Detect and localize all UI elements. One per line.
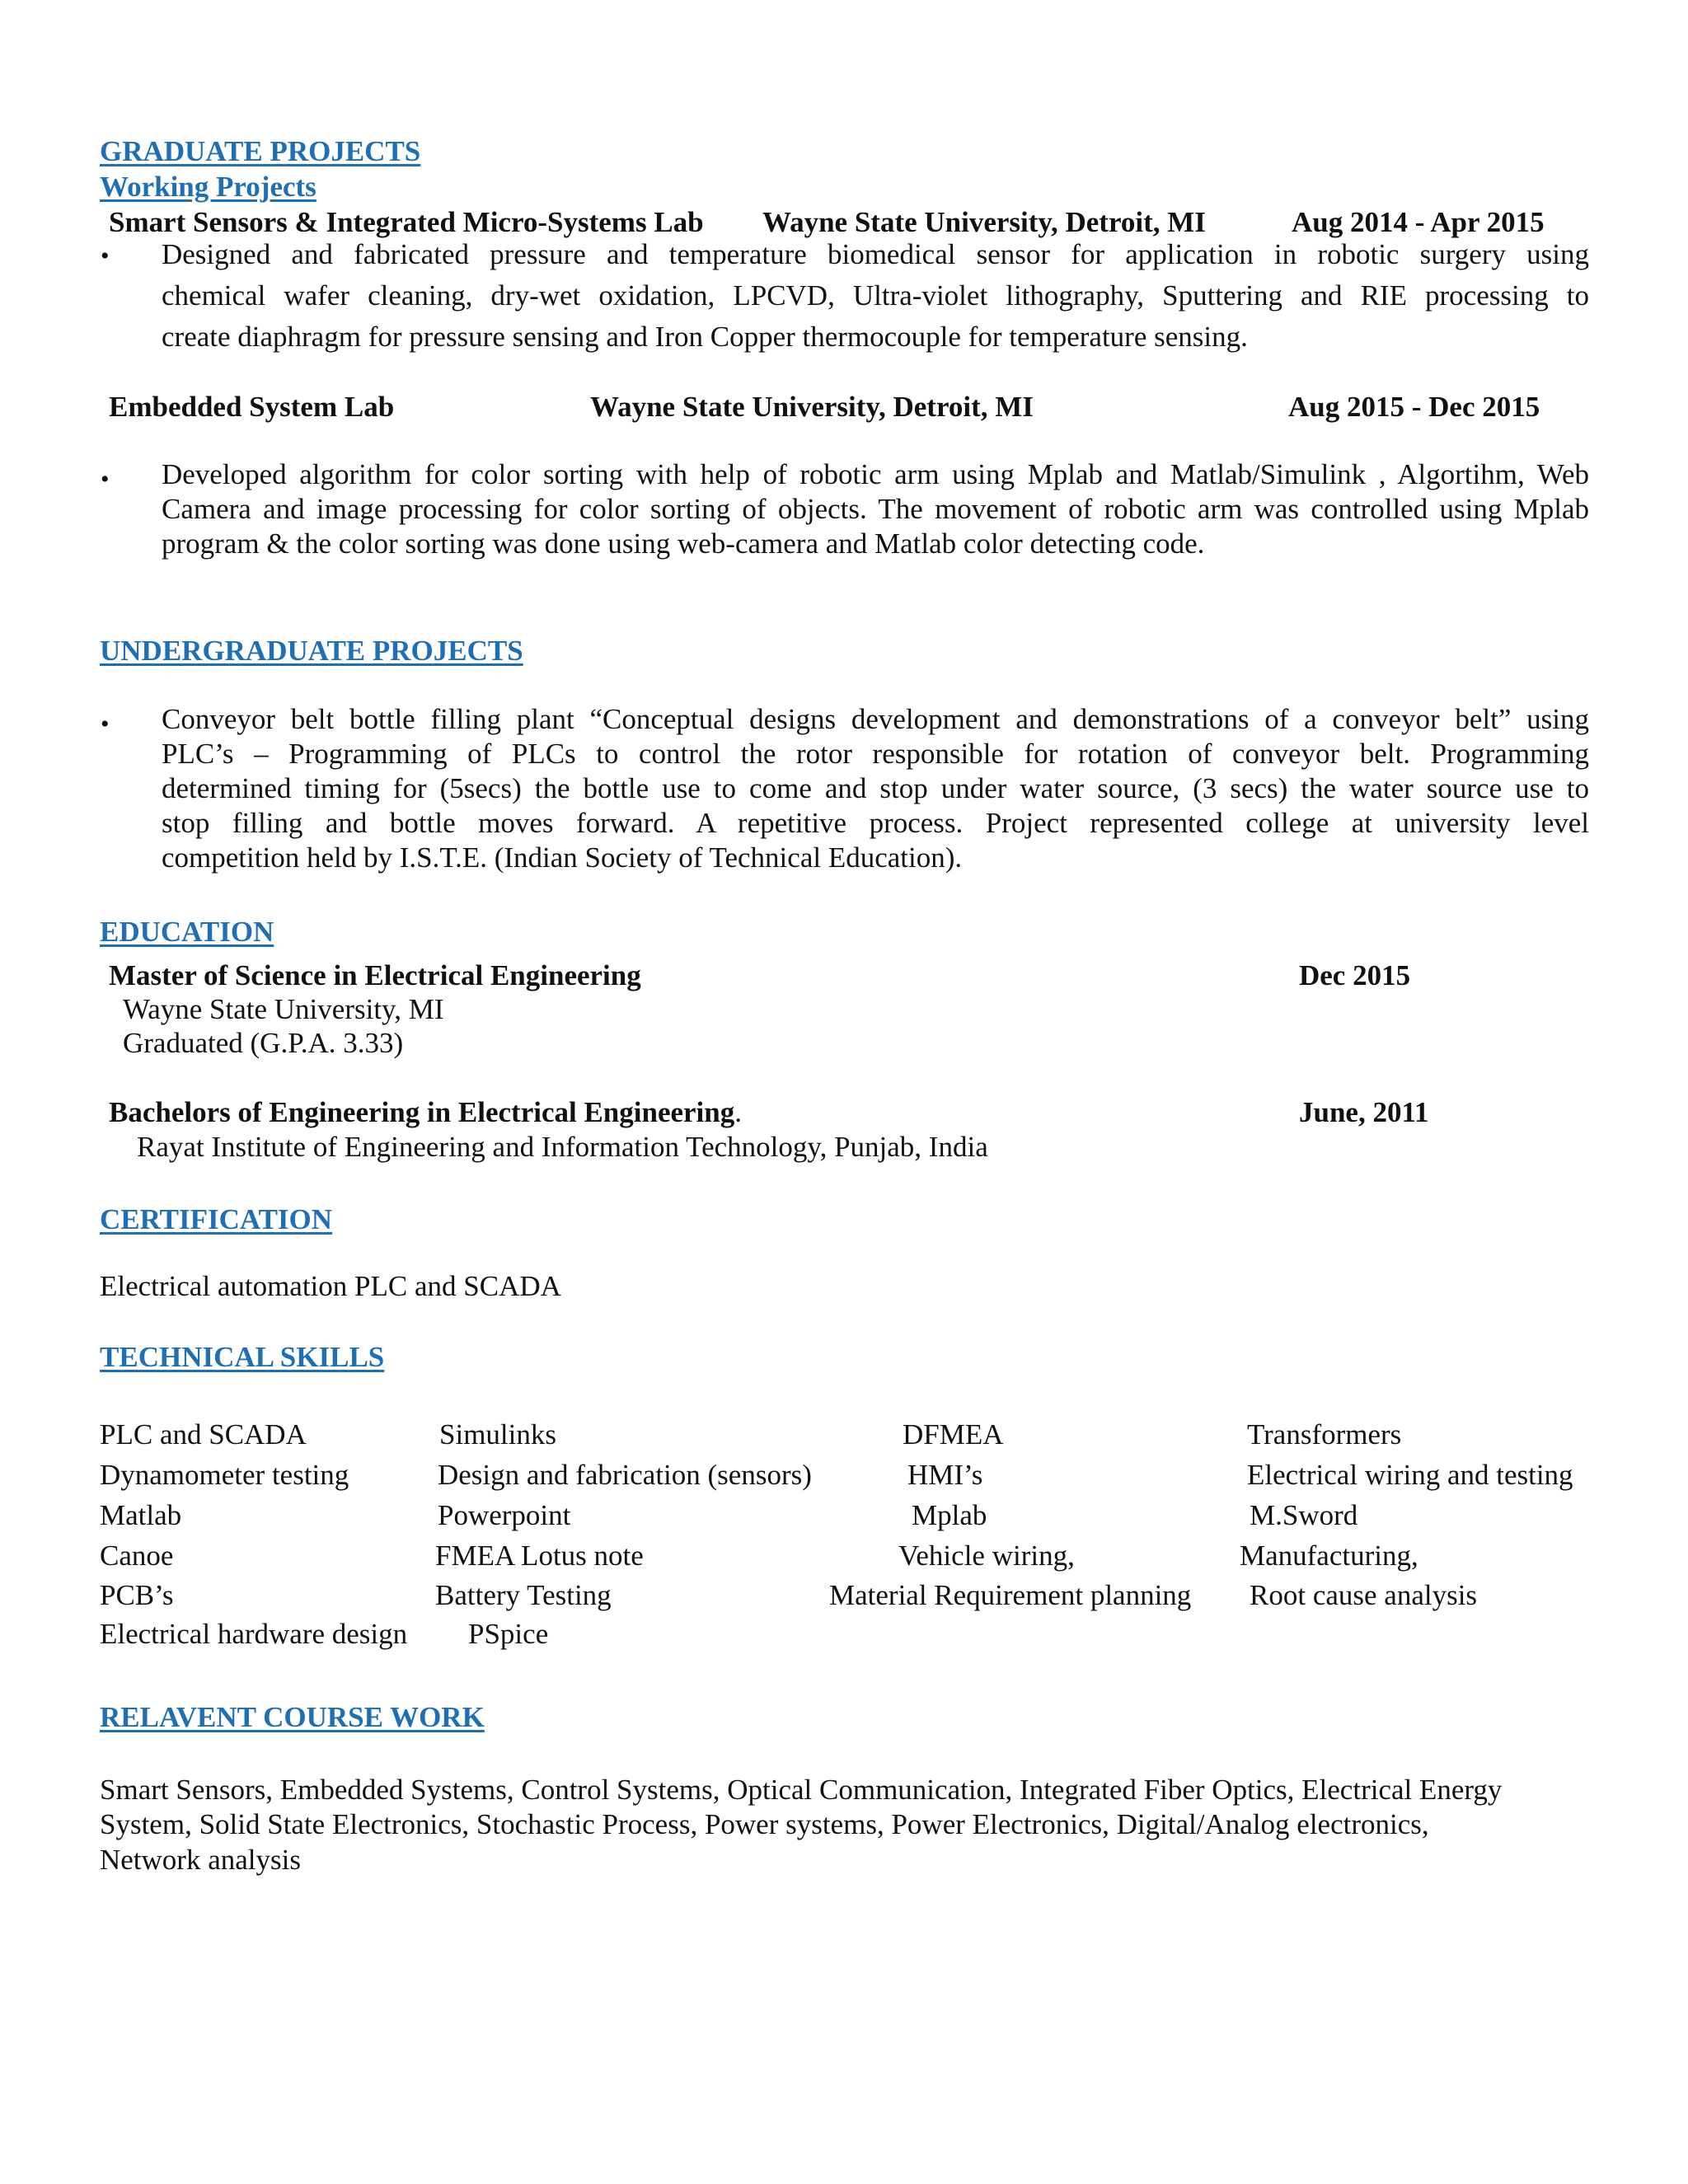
bachelors-degree: Bachelors of Engineering in Electrical Engineering <box>109 1096 735 1128</box>
masters-school: Wayne State University, MI <box>123 993 444 1025</box>
bullet-icon: • <box>101 710 110 738</box>
skill-item: Electrical hardware design <box>100 1618 408 1650</box>
skill-item: PSpice <box>468 1618 549 1650</box>
bullet-icon: • <box>101 242 110 269</box>
skill-item: Root cause analysis <box>1250 1579 1478 1611</box>
skill-item: Material Requirement planning <box>829 1579 1192 1611</box>
project1-lab: Smart Sensors & Integrated Micro-Systems Lab <box>109 206 704 238</box>
skill-item: HMI’s <box>907 1459 983 1491</box>
bullet-icon: • <box>101 466 110 493</box>
project1-line: create diaphragm for pressure sensing and Iron Copper thermocouple for temperature sensing. <box>162 321 1248 353</box>
project1-description <box>162 237 1589 354</box>
masters-degree: Master of Science in Electrical Engineering <box>109 959 641 991</box>
skill-item: Simulinks <box>439 1418 556 1451</box>
undergrad-line: stop filling and bottle moves forward. A repetitive process. Project represented college at university level <box>162 807 1589 839</box>
undergrad-line: competition held by I.S.T.E. (Indian Society of Technical Education). <box>162 841 963 874</box>
skill-item: PCB’s <box>100 1579 174 1611</box>
skill-item: Battery Testing <box>435 1579 612 1611</box>
skill-item: Manufacturing, <box>1240 1540 1418 1572</box>
course-work-line: Smart Sensors, Embedded Systems, Control Systems, Optical Communication, Integrated Fiber Optics, Electrical Energy <box>100 1774 1503 1806</box>
bachelors-date: June, 2011 <box>1299 1096 1429 1128</box>
undergrad-line: determined timing for (5secs) the bottle use to come and stop under water source, (3 secs) the water source use to <box>162 772 1589 804</box>
skill-item: Design and fabrication (sensors) <box>438 1459 812 1491</box>
skill-item: DFMEA <box>903 1418 1004 1451</box>
graduate-projects-heading: GRADUATE PROJECTS <box>100 135 421 167</box>
course-work-heading: RELAVENT COURSE WORK <box>100 1701 485 1733</box>
project1-dates: Aug 2014 - Apr 2015 <box>1292 206 1545 238</box>
project2-university: Wayne State University, Detroit, MI <box>590 391 1034 423</box>
skill-item: Matlab <box>100 1499 182 1531</box>
bachelors-degree-line <box>109 1098 742 1127</box>
undergraduate-projects-heading: UNDERGRADUATE PROJECTS <box>100 635 523 667</box>
skill-item: Electrical wiring and testing <box>1247 1459 1573 1491</box>
undergraduate-project-description <box>162 702 1589 875</box>
certification-text: Electrical automation PLC and SCADA <box>100 1270 561 1302</box>
skill-item: FMEA Lotus note <box>435 1540 644 1572</box>
skill-item: Canoe <box>100 1540 174 1572</box>
skill-item: Vehicle wiring, <box>898 1540 1075 1572</box>
project1-university: Wayne State University, Detroit, MI <box>762 206 1206 238</box>
undergrad-line: Conveyor belt bottle filling plant “Conceptual designs development and demonstrations of a conveyor belt” using <box>162 703 1589 735</box>
skill-item: Mplab <box>912 1499 987 1531</box>
course-work-line: Network analysis <box>100 1844 301 1876</box>
project2-line: Camera and image processing for color sorting of objects. The movement of robotic arm was controlled using Mplab <box>162 493 1589 525</box>
masters-gpa: Graduated (G.P.A. 3.33) <box>123 1027 404 1059</box>
project2-line: program & the color sorting was done using web-camera and Matlab color detecting code. <box>162 527 1205 560</box>
project1-line: Designed and fabricated pressure and temperature biomedical sensor for application in robotic surgery using <box>162 238 1589 270</box>
masters-date: Dec 2015 <box>1299 959 1411 991</box>
bachelors-degree-suffix: . <box>734 1096 743 1128</box>
skill-item: Transformers <box>1247 1418 1402 1451</box>
skill-item: Dynamometer testing <box>100 1459 349 1491</box>
project1-line: chemical wafer cleaning, dry-wet oxidation, LPCVD, Ultra-violet lithography, Sputtering and RIE processing to <box>162 279 1589 312</box>
certification-heading: CERTIFICATION <box>100 1203 333 1235</box>
project2-line: Developed algorithm for color sorting with help of robotic arm using Mplab and Matlab/Simulink , Algortihm, Web <box>162 458 1589 490</box>
skill-item: PLC and SCADA <box>100 1418 307 1451</box>
project2-dates: Aug 2015 - Dec 2015 <box>1288 391 1540 423</box>
education-heading: EDUCATION <box>100 916 274 948</box>
project2-lab: Embedded System Lab <box>109 391 395 423</box>
skill-item: Powerpoint <box>438 1499 571 1531</box>
skill-item: M.Sword <box>1250 1499 1358 1531</box>
working-projects-subheading: Working Projects <box>100 171 316 203</box>
technical-skills-heading: TECHNICAL SKILLS <box>100 1341 385 1373</box>
project2-description <box>162 457 1589 561</box>
undergrad-line: PLC’s – Programming of PLCs to control the rotor responsible for rotation of conveyor belt. Programming <box>162 738 1589 770</box>
course-work-line: System, Solid State Electronics, Stochastic Process, Power systems, Power Electronics, Digital/Analog electronics, <box>100 1808 1429 1840</box>
bachelors-school: Rayat Institute of Engineering and Information Technology, Punjab, India <box>137 1131 988 1163</box>
